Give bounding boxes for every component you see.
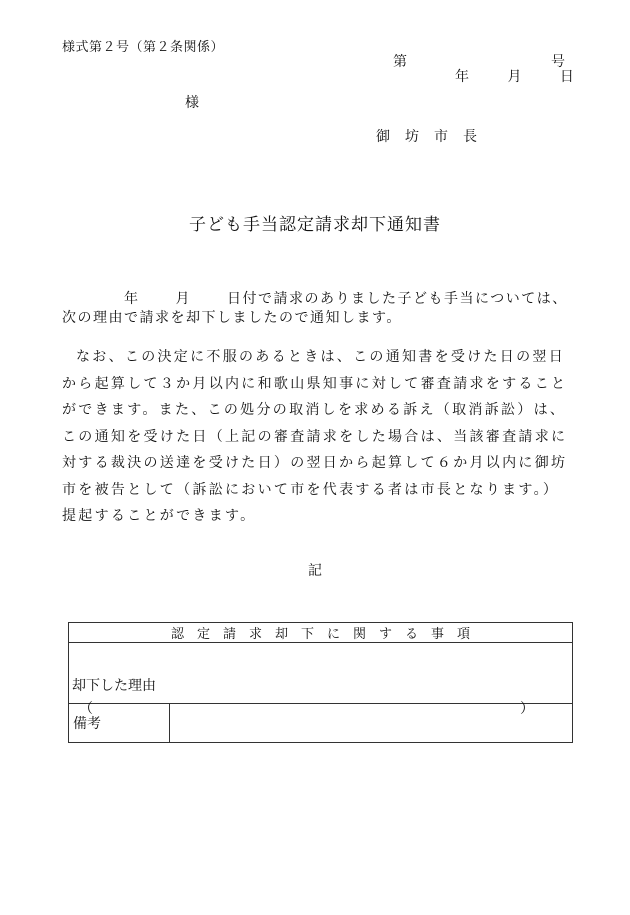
document-number-suffix: 号: [551, 54, 565, 70]
notes-label: 備考: [69, 704, 170, 743]
rejection-reason-cell: [69, 643, 573, 717]
rejection-matters-table: [68, 622, 573, 743]
notice-month: 月: [175, 291, 191, 307]
notice-line-1: [62, 290, 570, 309]
issue-date-month: 月: [507, 69, 522, 85]
issue-date: [455, 66, 574, 86]
notice-paragraph: [62, 290, 570, 328]
reason-close-paren: ）: [520, 701, 534, 717]
document-title: 子ども手当認定請求却下通知書: [189, 215, 441, 235]
issue-date-day: 日: [559, 69, 574, 85]
rejection-reason-label: 却下した理由: [72, 678, 156, 694]
form-number: 様式第２号（第２条関係）: [62, 40, 225, 55]
issuer: 御坊市長: [376, 129, 492, 145]
issue-date-year: 年: [455, 69, 469, 85]
appeal-paragraph: なお、この決定に不服のあるときは、この通知書を受けた日の翌日から起算して３か月以内に和歌山県知事に対して審査請求をすることができます。また、この処分の取消しを求める訴え（取消訴訟）は、この通知を受けた日（上記の審査請求をした場合は、当該審査請求に対する裁決の送達を受けた日）の翌日から起算して６か月以内に御坊市を被告として（訴訟において市を代表する者は市長となります。）提起することができます。: [62, 349, 568, 524]
document-number-prefix: 第: [393, 54, 407, 70]
reason-open-paren: （: [79, 701, 93, 717]
notes-value: [170, 704, 573, 743]
ki-heading: 記: [308, 563, 322, 579]
recipient-honorific: 様: [185, 95, 199, 111]
notice-line-2: 次の理由で請求を却下しましたので通知します。: [62, 310, 402, 326]
table-heading: 認定請求却下に関する事項: [69, 623, 573, 643]
notice-year: 年: [124, 291, 140, 307]
notice-line-1-text: 日付で請求のありました子ども手当については、: [227, 291, 568, 307]
